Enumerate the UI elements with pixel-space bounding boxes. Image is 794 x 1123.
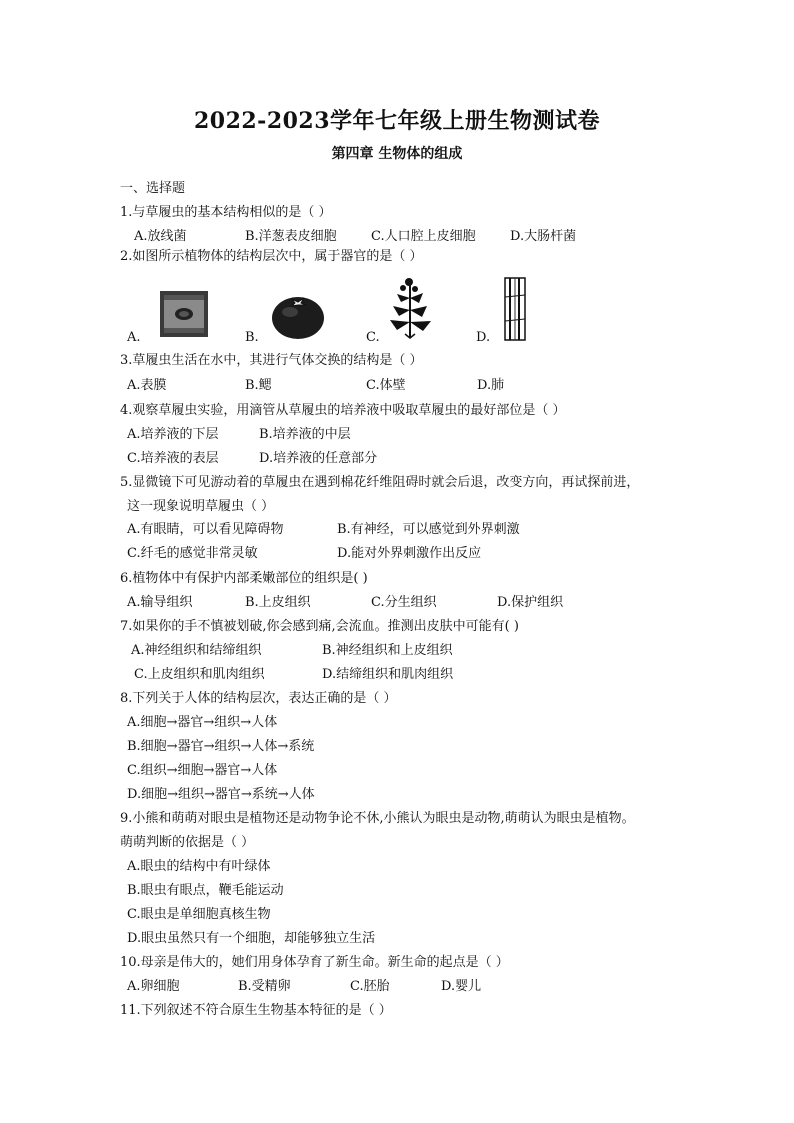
question-7-option-d: D.结缔组织和肌肉组织 bbox=[322, 667, 454, 682]
question-4-stem: 4.观察草履虫实验，用滴管从草履虫的培养液中吸取草履虫的最好部位是（ ） bbox=[120, 403, 566, 418]
question-3-option-b: B.鳃 bbox=[245, 378, 272, 393]
page-title: 2022-2023学年七年级上册生物测试卷 bbox=[193, 108, 601, 134]
question-2-stem: 2.如图所示植物体的结构层次中，属于器官的是（ ） bbox=[120, 249, 423, 264]
question-9-stem: 9.小熊和萌萌对眼虫是植物还是动物争论不休,小熊认为眼虫是动物,萌萌认为眼虫是植物。 bbox=[120, 811, 635, 826]
question-10-option-a: A.卵细胞 bbox=[127, 979, 180, 994]
question-4-option-a: A.培养液的下层 bbox=[127, 427, 219, 442]
question-5-stem-cont: 这一现象说明草履虫（ ） bbox=[127, 499, 275, 514]
question-6-option-c: C.分生组织 bbox=[371, 595, 437, 610]
question-9-option-d: D.眼虫虽然只有一个细胞，却能够独立生活 bbox=[127, 931, 376, 946]
question-3-option-c: C.体壁 bbox=[366, 378, 406, 393]
question-5-option-c: C.纤毛的感觉非常灵敏 bbox=[127, 546, 258, 561]
question-8-option-a: A.细胞→器官→组织→人体 bbox=[127, 715, 278, 730]
flowering-plant-image bbox=[385, 276, 435, 340]
question-6-option-d: D.保护组织 bbox=[497, 595, 564, 610]
question-3-option-a: A.表膜 bbox=[127, 378, 167, 393]
question-6-stem: 6.植物体中有保护内部柔嫩部位的组织是( ) bbox=[120, 571, 368, 586]
question-1-option-b: B.洋葱表皮细胞 bbox=[245, 229, 337, 244]
question-10-option-b: B.受精卵 bbox=[238, 979, 291, 994]
question-6-option-a: A.输导组织 bbox=[127, 595, 193, 610]
question-9-option-b: B.眼虫有眼点，鞭毛能运动 bbox=[127, 883, 284, 898]
question-10-option-c: C.胚胎 bbox=[350, 979, 390, 994]
question-7-option-b: B.神经组织和上皮组织 bbox=[322, 643, 453, 658]
question-7-stem: 7.如果你的手不慎被划破,你会感到痛,会流血。推测出皮肤中可能有( ) bbox=[120, 619, 519, 634]
question-5-stem: 5.显微镜下可见游动着的草履虫在遇到棉花纤维阻碍时就会后退，改变方向，再试探前进， bbox=[120, 475, 640, 490]
question-6-option-b: B.上皮组织 bbox=[245, 595, 311, 610]
chapter-subtitle: 第四章 生物体的组成 bbox=[331, 146, 463, 162]
question-10-stem: 10.母亲是伟大的，她们用身体孕育了新生命。新生命的起点是（ ） bbox=[120, 955, 509, 970]
question-8-option-b: B.细胞→器官→组织→人体→系统 bbox=[127, 739, 315, 754]
question-2-option-b: B. bbox=[245, 330, 259, 345]
question-4-option-d: D.培养液的任意部分 bbox=[259, 451, 378, 466]
question-3-option-d: D.肺 bbox=[477, 378, 505, 393]
question-2-option-c: C. bbox=[366, 330, 380, 345]
question-5-option-a: A.有眼睛，可以看见障碍物 bbox=[127, 522, 284, 537]
question-1-option-d: D.大肠杆菌 bbox=[510, 229, 577, 244]
question-2-option-d: D. bbox=[476, 330, 491, 345]
question-1-option-a: A.放线菌 bbox=[134, 229, 187, 244]
question-1-option-c: C.人口腔上皮细胞 bbox=[371, 229, 476, 244]
question-4-option-b: B.培养液的中层 bbox=[259, 427, 351, 442]
square-tissue-sample-image bbox=[158, 288, 210, 340]
section-heading: 一、选择题 bbox=[120, 181, 186, 196]
question-1-stem: 1.与草履虫的基本结构相似的是（ ） bbox=[120, 205, 332, 220]
question-8-option-d: D.细胞→组织→器官→系统→人体 bbox=[127, 787, 315, 802]
question-10-option-d: D.婴儿 bbox=[441, 979, 482, 994]
question-2-option-a: A. bbox=[127, 330, 141, 345]
stem-strip-image bbox=[503, 277, 527, 341]
question-9-option-c: C.眼虫是单细胞真核生物 bbox=[127, 907, 271, 922]
question-5-option-b: B.有神经，可以感觉到外界刺激 bbox=[337, 522, 520, 537]
question-9-option-a: A.眼虫的结构中有叶绿体 bbox=[127, 859, 271, 874]
question-7-option-c: C.上皮组织和肌肉组织 bbox=[134, 667, 265, 682]
tomato-fruit-image bbox=[270, 292, 326, 340]
question-4-option-c: C.培养液的表层 bbox=[127, 451, 219, 466]
question-11-stem: 11.下列叙述不符合原生生物基本特征的是（ ） bbox=[120, 1003, 392, 1018]
question-5-option-d: D.能对外界刺激作出反应 bbox=[337, 546, 482, 561]
question-7-option-a: A.神经组织和结缔组织 bbox=[131, 643, 262, 658]
question-9-stem-cont: 萌萌判断的依据是（ ） bbox=[120, 835, 255, 850]
question-3-stem: 3.草履虫生活在水中，其进行气体交换的结构是（ ） bbox=[120, 353, 423, 368]
question-8-option-c: C.组织→细胞→器官→人体 bbox=[127, 763, 278, 778]
question-8-stem: 8.下列关于人体的结构层次，表达正确的是（ ） bbox=[120, 691, 397, 706]
